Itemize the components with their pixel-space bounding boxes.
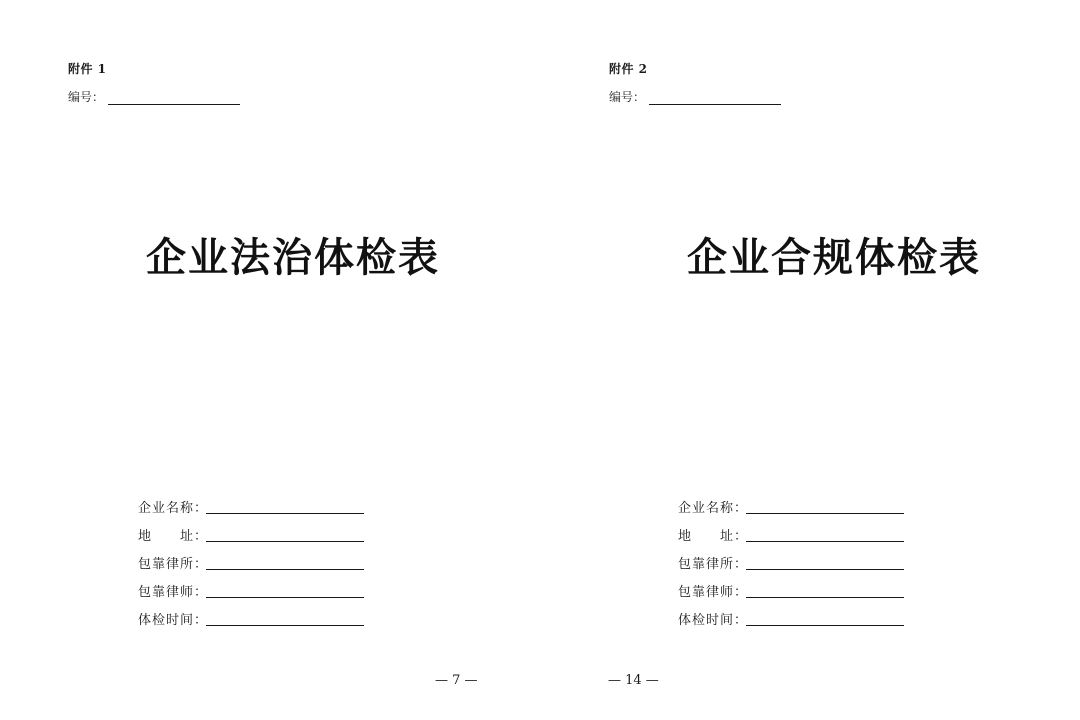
field-address (138, 516, 364, 544)
serial-number-blank[interactable] (108, 92, 240, 105)
field-label: 体检时间： (678, 613, 749, 628)
field-check-date (678, 600, 904, 628)
attachment-label: 附件 2 (609, 62, 648, 76)
field-label: 包靠律所： (138, 557, 209, 572)
form-fields (678, 488, 904, 628)
field-lawyer (138, 572, 364, 600)
document-title: 企业合规体检表 (687, 234, 981, 281)
field-label: 体检时间： (138, 613, 209, 628)
field-company-name (138, 488, 364, 516)
field-label: 包靠律师： (678, 585, 749, 600)
field-label: 地 址： (678, 529, 749, 544)
field-blank[interactable] (746, 499, 904, 514)
field-blank[interactable] (746, 527, 904, 542)
field-label: 企业名称： (138, 501, 209, 516)
field-blank[interactable] (206, 499, 364, 514)
field-law-firm (678, 544, 904, 572)
field-company-name (678, 488, 904, 516)
attachment-label: 附件 1 (68, 62, 107, 76)
serial-number-label: 编号： (68, 90, 105, 104)
serial-number-row (68, 88, 240, 105)
field-blank[interactable] (746, 583, 904, 598)
field-blank[interactable] (206, 555, 364, 570)
field-label: 包靠律师： (138, 585, 209, 600)
field-law-firm (138, 544, 364, 572)
page-number: — 7 — (435, 673, 478, 688)
page-number: — 14 — (608, 673, 659, 688)
field-address (678, 516, 904, 544)
field-blank[interactable] (206, 611, 364, 626)
form-fields (138, 488, 364, 628)
serial-number-blank[interactable] (649, 92, 781, 105)
field-label: 地 址： (138, 529, 209, 544)
field-check-date (138, 600, 364, 628)
field-blank[interactable] (746, 611, 904, 626)
document-title: 企业法治体检表 (146, 234, 440, 281)
document-page-right (540, 0, 1080, 720)
serial-number-label: 编号： (609, 90, 646, 104)
field-lawyer (678, 572, 904, 600)
field-label: 包靠律所： (678, 557, 749, 572)
field-label: 企业名称： (678, 501, 749, 516)
field-blank[interactable] (206, 527, 364, 542)
field-blank[interactable] (746, 555, 904, 570)
field-blank[interactable] (206, 583, 364, 598)
serial-number-row (609, 88, 781, 105)
